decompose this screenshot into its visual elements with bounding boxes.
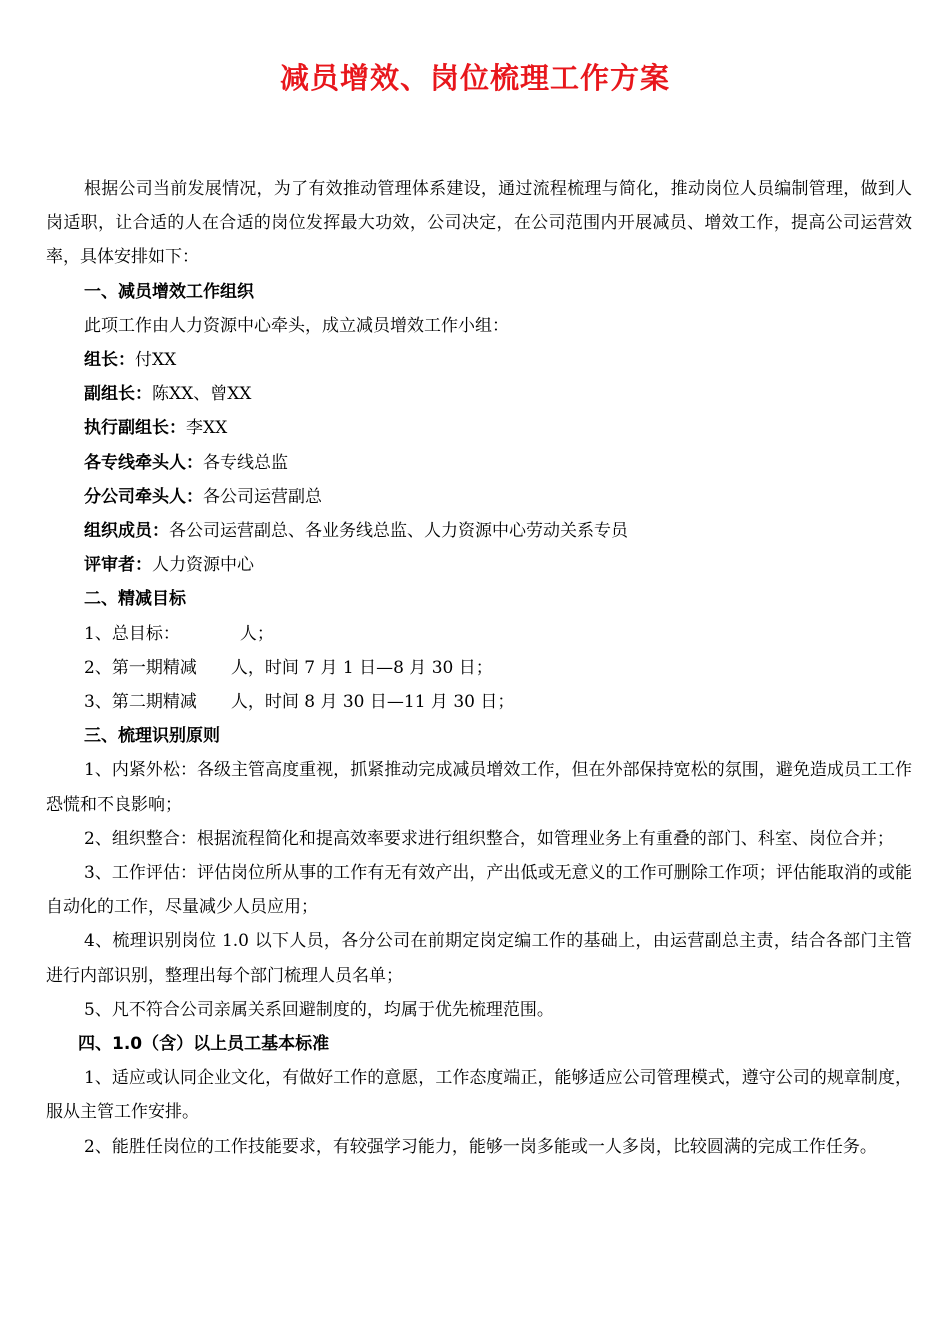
member-value: 人力资源中心 bbox=[152, 555, 254, 576]
principle-item: 5、凡不符合公司亲属关系回避制度的，均属于优先梳理范围。 bbox=[84, 999, 554, 1020]
member-label: 执行副组长： bbox=[84, 418, 186, 439]
target-text: 1、总目标： bbox=[84, 623, 180, 644]
member-label: 组织成员： bbox=[84, 521, 169, 542]
standard-item: 1、适应或认同企业文化，有做好工作的意愿，工作态度端正，能够适应公司管理模式，遵守公司的规章制度，服从主管工作安排。 bbox=[46, 1068, 912, 1123]
target-phase-two bbox=[46, 685, 912, 719]
member-executive-deputy bbox=[46, 411, 912, 445]
section-heading-organization: 一、减员增效工作组织 bbox=[84, 281, 254, 302]
member-value: 李XX bbox=[186, 418, 228, 439]
principle-item: 1、内紧外松：各级主管高度重视，抓紧推动完成减员增效工作，但在外部保持宽松的氛围，避免造成员工工作恐慌和不良影响； bbox=[46, 760, 912, 815]
document-title: 减员增效、岗位梳理工作方案 bbox=[279, 61, 670, 95]
principle-item: 4、梳理识别岗位 1.0 以下人员，各分公司在前期定岗定编工作的基础上，由运营副总主责，结合各部门主管进行内部识别，整理出每个部门梳理人员名单； bbox=[46, 931, 912, 986]
member-label: 各专线牵头人： bbox=[84, 452, 203, 473]
target-total bbox=[46, 617, 912, 651]
member-line-leads bbox=[46, 446, 912, 480]
member-deputy-leader bbox=[46, 377, 912, 411]
member-label: 评审者： bbox=[84, 555, 152, 576]
member-reviewer bbox=[46, 548, 912, 582]
target-phase-one bbox=[46, 651, 912, 685]
organization-text: 此项工作由人力资源中心牵头，成立减员增效工作小组： bbox=[84, 315, 509, 336]
member-branch-leads bbox=[46, 480, 912, 514]
standard-item: 2、能胜任岗位的工作技能要求，有较强学习能力，能够一岗多能或一人多岗，比较圆满的完成工作任务。 bbox=[84, 1136, 877, 1157]
principle-item: 3、工作评估：评估岗位所从事的工作有无有效产出，产出低或无意义的工作可删除工作项；评估能取消的或能自动化的工作，尽量减少人员应用； bbox=[46, 863, 912, 918]
member-label: 副组长： bbox=[84, 384, 152, 405]
member-value: 各专线总监 bbox=[203, 452, 288, 473]
document-body bbox=[46, 172, 912, 1164]
section-heading-principles: 三、梳理识别原则 bbox=[84, 726, 220, 747]
intro-paragraph: 根据公司当前发展情况，为了有效推动管理体系建设，通过流程梳理与简化，推动岗位人员编制管理，做到人岗适职，让合适的人在合适的岗位发挥最大功效，公司决定，在公司范围内开展减员、增效工作，提高公司运营效率，具体安排如下： bbox=[46, 179, 912, 268]
member-value: 陈XX、曾XX bbox=[152, 384, 252, 405]
section-heading-standards: 四、1.0（含）以上员工基本标准 bbox=[78, 1034, 330, 1055]
target-text: 人，时间 8 月 30 日—11 月 30 日； bbox=[230, 692, 515, 713]
member-value: 付XX bbox=[135, 350, 177, 371]
member-value: 各公司运营副总、各业务线总监、人力资源中心劳动关系专员 bbox=[169, 521, 628, 542]
member-label: 组长： bbox=[84, 350, 135, 371]
section-heading-targets: 二、精减目标 bbox=[84, 589, 186, 610]
target-text: 2、第一期精减 bbox=[84, 657, 197, 678]
target-text: 3、第二期精减 bbox=[84, 692, 197, 713]
target-text: 人，时间 7 月 1 日—8 月 30 日； bbox=[230, 657, 493, 678]
member-leader bbox=[46, 343, 912, 377]
principle-item: 2、组织整合：根据流程简化和提高效率要求进行组织整合，如管理业务上有重叠的部门、科室、岗位合并； bbox=[84, 828, 894, 849]
member-team-members bbox=[46, 514, 912, 548]
member-value: 各公司运营副总 bbox=[203, 486, 322, 507]
member-label: 分公司牵头人： bbox=[84, 486, 203, 507]
target-text: 人； bbox=[239, 623, 274, 644]
